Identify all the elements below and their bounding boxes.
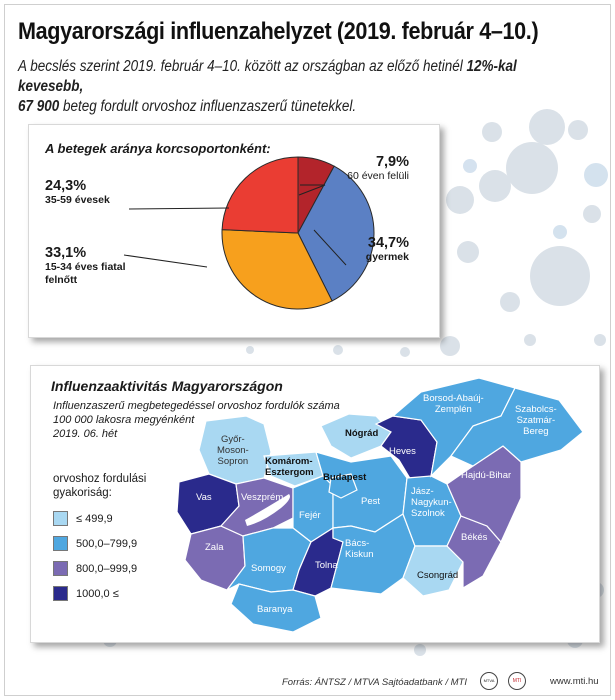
label-35-59 — [45, 178, 110, 207]
label-jasz-nagykun-szolnok — [411, 486, 452, 519]
label-zala: Zala — [205, 542, 224, 553]
legend-label: 800,0–999,9 — [76, 562, 138, 575]
map-sub-line1: Influenzaszerű megbetegedéssel orvoshoz fordulók száma — [53, 400, 340, 412]
legend-title-line2: gyakoriság: — [53, 487, 112, 499]
pie-panel — [28, 124, 440, 338]
legend-label: 1000,0 ≤ — [76, 587, 119, 600]
leader-line-15-34 — [124, 255, 207, 267]
map-panel — [30, 365, 600, 643]
label-line: Sopron — [217, 456, 249, 467]
label-line: Zemplén — [434, 404, 472, 415]
legend-swatch — [53, 511, 68, 526]
label-line: Szatmár- — [516, 415, 556, 426]
label-15-34 — [45, 245, 126, 287]
pct-15-34: 33,1% — [45, 245, 87, 261]
map-legend — [53, 506, 137, 606]
desc-35-59: 35-59 évesek — [45, 194, 110, 206]
pct-35-59: 24,3% — [45, 178, 87, 194]
label-line: Jász- — [411, 486, 434, 497]
label-pest: Pest — [361, 496, 381, 507]
label-line: Moson- — [217, 445, 249, 456]
intro-bold1: 12%-kal kevesebb, — [18, 58, 517, 95]
desc-60: 60 éven felüli — [347, 170, 409, 182]
label-fejer: Fejér — [299, 510, 321, 521]
desc-gyermek: gyermek — [365, 251, 409, 263]
label-bacs-kiskun — [345, 538, 374, 560]
label-line: Komárom- — [265, 456, 313, 467]
label-line: Győr- — [220, 434, 245, 445]
label-komarom-esztergom — [265, 456, 314, 478]
legend-item — [53, 506, 137, 531]
label-szabolcs-szatmar-bereg — [515, 404, 557, 437]
legend-label: 500,0–799,9 — [76, 537, 138, 550]
mti-logo-text: MTI — [512, 678, 522, 684]
mtva-logo — [480, 672, 498, 690]
legend-label: ≤ 499,9 — [76, 512, 113, 525]
label-veszprem: Veszprém — [241, 492, 284, 503]
map-title: Influenzaaktivitás Magyarországon — [51, 378, 283, 394]
pct-60: 7,9% — [375, 154, 409, 170]
label-60 — [299, 154, 409, 183]
label-baranya: Baranya — [257, 604, 293, 615]
label-csongrad: Csongrád — [417, 570, 459, 581]
intro-part2: beteg fordult orvoshoz influenzaszerű tünetekkel. — [59, 98, 357, 115]
desc-15-34-line1: 15-34 éves fiatal — [45, 261, 126, 273]
label-line: Szolnok — [411, 508, 445, 519]
mti-logo — [508, 672, 526, 690]
page-title: Magyarországi influenzahelyzet (2019. február 4–10.) — [18, 18, 539, 45]
pie-slice-35-59 — [222, 157, 298, 233]
label-budapest: Budapest — [323, 472, 367, 483]
label-bekes: Békés — [461, 532, 488, 543]
label-tolna: Tolna — [315, 560, 338, 571]
legend-title — [53, 472, 146, 500]
source-credit: Forrás: ÁNTSZ / MTVA Sajtóadatbank / MTI — [282, 677, 467, 688]
intro-part1: A becslés szerint 2019. február 4–10. között az országban az előző hetinél — [18, 58, 467, 75]
intro-bold2: 67 900 — [18, 98, 60, 115]
legend-item — [53, 531, 137, 556]
intro-text — [18, 57, 575, 117]
label-gyor-moson-sopron — [217, 434, 249, 467]
legend-item — [53, 581, 137, 606]
label-line: Bács- — [345, 538, 370, 549]
legend-swatch — [53, 561, 68, 576]
label-line: Bereg — [523, 426, 549, 437]
legend-item — [53, 556, 137, 581]
label-line: Nagykun- — [411, 497, 452, 508]
desc-15-34-line2: felnőtt — [45, 274, 78, 286]
label-line: Borsod-Abaúj- — [423, 393, 484, 404]
label-borsod-abauj-zemplen — [423, 393, 484, 415]
legend-title-line1: orvoshoz fordulási — [53, 473, 147, 485]
label-line: Szabolcs- — [515, 404, 557, 415]
site-url: www.mti.hu — [550, 676, 599, 687]
label-line: Esztergom — [265, 467, 314, 478]
label-hajdu-bihar: Hajdú-Bihar — [461, 470, 512, 481]
label-gyermek — [329, 235, 409, 264]
label-nograd: Nógrád — [345, 428, 379, 439]
map-sub-line3: 2019. 06. hét — [53, 428, 118, 440]
leader-line-35-59 — [129, 208, 229, 209]
label-vas: Vas — [196, 492, 212, 503]
legend-swatch — [53, 586, 68, 601]
pie-title: A betegek aránya korcsoportonként: — [45, 141, 271, 156]
map-subtitle — [53, 399, 340, 441]
label-line: Kiskun — [345, 549, 374, 560]
label-somogy: Somogy — [251, 563, 286, 574]
mtva-logo-text: MTVA — [483, 678, 495, 683]
label-heves: Heves — [389, 446, 416, 457]
pct-gyermek: 34,7% — [367, 235, 409, 251]
map-sub-line2: 100 000 lakosra megyénként — [53, 414, 195, 426]
legend-swatch — [53, 536, 68, 551]
